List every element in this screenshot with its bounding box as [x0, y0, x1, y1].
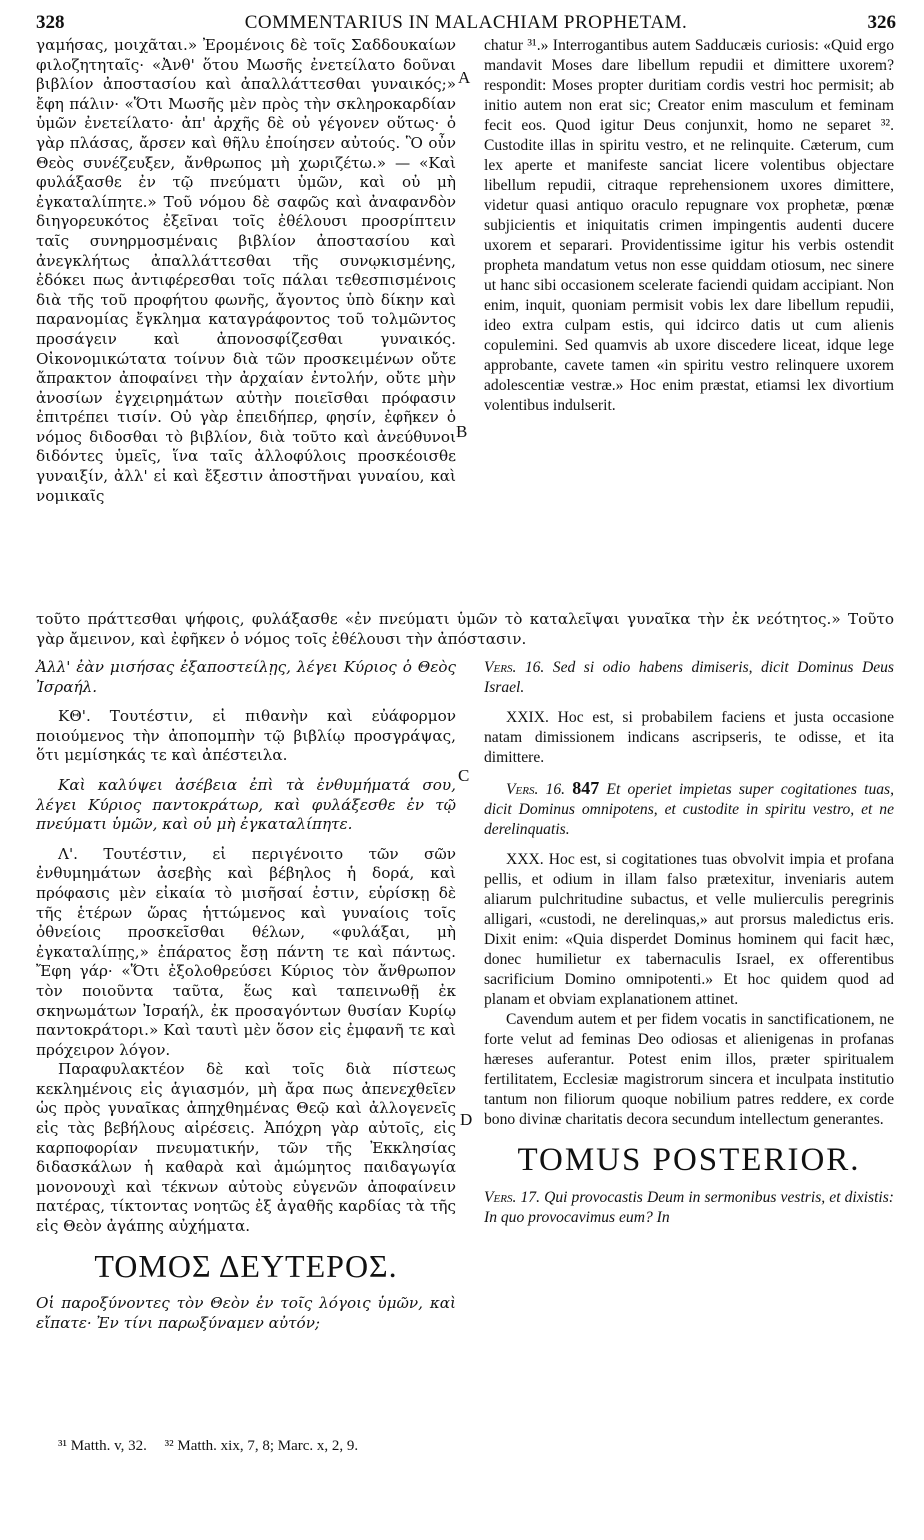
footnote-31: ³¹ Matth. v, 32. [58, 1438, 147, 1454]
greek-span-paragraph: τοῦτο πράττεσθαι ψήφοις, φυλάξασθε «ἐν πνεύματι ὑμῶν τὸ καταλεῖψαι γυναῖκα τὴν ἐκ νεότητος.» Τοῦτο γὰρ ἄμεινον, καὶ ἐφῆκεν ὁ νόμος τοῖς ἐθέλουσι τὴν ἀπόστασιν. [36, 610, 894, 648]
greek-spanning-lines [36, 610, 894, 649]
tomus-title: TOMUS POSTERIOR. [517, 1142, 861, 1178]
latin-verse-17: Vers. 17. Qui provocastis Deum in sermonibus vestris, et dixistis: In quo provocavimus eum? In [484, 1189, 894, 1226]
running-title: COMMENTARIUS IN MALACHIAM PROPHETAM. [244, 12, 688, 33]
latin-lower-paragraph: XXX. Hoc est, si cogitationes tuas obvolvit impia et profana pellis, et odium in illam falso prætexitur, inveniaris autem aliarum pulchritudine subactus, et velle mulierculis peregrinis alligari, «custodi, ne derelinquas,» aut prorsus maledictus eris. Dixit enim: «Quia disperdet Dominus hominem qui facit hæc, donec humilietur ex tabernaculis Israel, ex offerentibus sacrificium Domino omnipotenti.» Et hoc quidem quod ad planam et obviam explanationem attinet. [484, 851, 894, 1008]
greek-column-lower [36, 658, 456, 1333]
margin-letter-b: B [456, 422, 468, 441]
page-number-right: 326 [867, 12, 896, 33]
greek-verse-17: Οἱ παροξύνοντες τὸν Θεὸν ἐν τοῖς λόγοις ὑμῶν, καὶ εἴπατε· Ἐν τίνι παρωξύναμεν αὐτόν; [36, 1294, 456, 1332]
latin-lower-paragraph: Vers. 16. 847 Et operiet impietas super cogitationes tuas, dicit Dominus omnipotens, et custodite in spiritu vestro, et ne derelinquatis. [484, 778, 895, 838]
greek-lower-paragraph: ΚΘ'. Τουτέστιν, εἰ πιθανὴν καὶ εὐάφορμον ποιούμενος τὴν ἀποπομπὴν τῷ βιβλίῳ προσγράψας, ὅτι μεμίσηκάς τε καὶ ἀπέστειλα. [36, 707, 456, 765]
latin-paragraph-upper: chatur ³¹.» Interrogantibus autem Sadducæis curiosis: «Quid ergo mandavit Moses dare libellum repudii et dimittere uxorem? respondit: Moses propter duritiam cordis vestri hoc permisit; ab initio autem non erat sic; Creator enim masculum et feminam fecit eos. Quod igitur Deus conjunxit, homo ne separet ³². Custodite illas in spiritu vestro, et ne relinquite. Cæterum, cum lex aperte et manifeste sanciat licere volentibus objectare libellum repudii, citraque reprehensionem uxores dimittere, videtur quasi antiquo oraculo repugnare vox prophetæ, pœnæ subjicientis et iniquitatis crimen impingentis audenti ducere uxorem et separari. Providentissime igitur his verbis ostendit propheta mandatum vetus non esse quiddam otiosum, nec sinere ut hanc sibi occasionem scelerate faciendi quidam accipiant. Non enim, inquit, quoniam permisit vobis lex dare libellum repudii, ideo extra culpam estis, qui idcirco datis ut cum alienis copulemini. Sed quamvis ab uxore discedere liceat, idque lege approbante, cavete tamen «in spiritu vestro relinquere uxorem adolescentiæ vestræ.» Hoc enim præstat, etiamsi lex divortium volentibus indulserit. [484, 37, 894, 414]
greek-paragraph-upper: γαμήσας, μοιχᾶται.» Ἐρομένοις δὲ τοῖς Σαδδουκαίων φιλοζητηταῖς· «Ἀνθ' ὅτου Μωσῆς ἐνετείλατο δοῦναι βιβλίον ἀποστασίου καὶ ἀπαλλάττεσθαι γυναικός;» ἔφη πάλιν· «Ὅτι Μωσῆς μὲν πρὸς τὴν σκληροκαρδίαν ὑμῶν ἐνετείλατο· ἀπ' ἀρχῆς δὲ οὐ γέγονεν οὕτως· ὁ γὰρ πλάσας, ἄρσεν καὶ θῆλυ ἐποίησεν αὐτούς. Ὃ οὖν Θεὸς συνέζευξεν, ἄνθρωπος μὴ χωριζέτω.» — «Καὶ φυλάξασθε ἐν τῷ πνεύματι ὑμῶν, καὶ οὐ μὴ ἐγκαταλίπητε.» Τοῦ νόμου δὲ σαφῶς καὶ ἀναφανδὸν διηγορευκότος ἐξεῖναι τοῖς ἐθέλουσι προσρίπτειν ταῖς συνηρμοσμέναις βιβλίον ἀποστασίου καὶ ἀνεγκλήτως ἀπαλλάττεσθαι τῆς συνῳκισμένης, ἐδόκει πως ἀντιφέρεσθαι τοῖς πάλαι τεθεσπισμένοις διὰ τῆς τοῦ προφήτου φωνῆς, ἄγοντος ὑπὸ δίκην καὶ παρανομίας ἔγκλημα καταγράφοντος τοῦ τολμῶντος προσάγειν καὶ ἀπονοσφίζεσθαι γυναικός. Οἰκονομικώτατα τοίνυν διὰ τῶν προσκειμένων οὔτε ἄπρακτον ἀποφαίνει τὴν ἀρχαίαν ἐντολήν, οὔτε μὴν ἀνοσίων ἐγχειρημάτων αὐτὴν ποιεῖσθαι πρόφασιν ἐπιτρέπει τισίν. Οὐ γὰρ ἐπειδήπερ, φησίν, ἐφῆκεν ὁ νόμος διδοσθαι τὸ βιβλίον, διὰ τοῦτο καὶ ἀνεύθυνοι διδόντες ὑμεῖς, ἵνα ταῖς ἀλλοφύλοις προσκέοισθε γυναιξίν, ἀλλ' εἰ καὶ ἔξεστιν ἀποστῆναι γυναίου, καὶ νομικαῖς [36, 36, 456, 505]
margin-letter-c: C [458, 766, 470, 785]
greek-lower-paragraph: Παραφυλακτέον δὲ καὶ τοῖς διὰ πίστεως κεκλημένοις εἰς ἁγιασμόν, μὴ ἄρα πως ἀπενεχθεῖεν ὡς πρὸς γυναῖκας ἀπηχθημένας Θεῷ καὶ ἀλλογενεῖς εἰς τὰς βεβήλους αἱρέσεις. Ἀπόχρη γὰρ αὐτοῖς, εἰς καρποφορίαν πνευματικήν, τῶν τῆς Ἐκκλησίας διδασκάλων ἡ καθαρὰ καὶ ἀμώμητος παιδαγωγία μονονουχὶ καὶ τέκνων αὐτοὺς εὐγενῶν ἀποφαίνειν πατέρας, τίκτοντας νοητῶς ἐξ ἀγαθῆς καρδίας τὰ τῆς εἰς Θεὸν ἀγάπης αὐχήματα. [36, 1060, 456, 1236]
greek-lower-paragraph: Ἀλλ' ἐὰν μισήσας ἐξαποστείλῃς, λέγει Κύριος ὁ Θεὸς Ἰσραήλ. [36, 658, 456, 696]
latin-lower-paragraph: Vers. 16. Sed si odio habens dimiseris, dicit Dominus Deus Israel. [484, 659, 894, 696]
greek-lower-paragraph: Καὶ καλύψει ἀσέβεια ἐπὶ τὰ ἐνθυμήματά σου, λέγει Κύριος παντοκράτωρ, καὶ φυλάξεσθε ἐν τῷ πνεύματι ὑμῶν, καὶ οὐ μὴ ἐγκαταλίπητε. [36, 775, 456, 834]
greek-column-upper [36, 36, 456, 506]
latin-column-upper [484, 36, 894, 416]
page-number-left: 328 [36, 12, 65, 33]
running-header [36, 8, 896, 38]
latin-lower-paragraph: Cavendum autem et per fidem vocatis in sanctificationem, ne forte velut ad feminas Deo odiosas et alienigenas in profanas hæreses auferantur. Potest enim illos, præter spiritualem fertilitatem, Ecclesiæ magistrorum sincera et inculpata institutio tantum non filiorum quoque nobilium patres reddere, ex corde bono divinæ charitatis decora secundum intellectum generantes. [484, 1011, 894, 1128]
greek-lower-paragraph: Λ'. Τουτέστιν, εἰ περιγένοιτο τῶν σῶν ἐνθυμημάτων ἀσεβὴς καὶ βέβηλος ἡ δορά, καὶ πρόφασις μὲν εἰκαία τὸ μισῆσαί ἐστιν, εὑρίσκῃ δὲ τῆς ἑτέρων ὥρας ἡττώμενος καὶ γυναίοις τοῖς ὀθνείοις προσκεῖσθαι θέλων, «φυλάξαι, μὴ ἐγκαταλίπῃς,» ἐπάρατος ἔσῃ πάντη τε καὶ πάντως. Ἔφη γάρ· «Ὅτι ἐξολοθρεύσει Κύριος τὸν ἄνθρωπον τὸν ποιοῦντα ταῦτα, ἕως καὶ ταπεινωθῇ ἐκ σκηνωμάτων Ἰσραήλ, ἐκ προσαγόντων θυσίαν Κυρίῳ παντοκράτορι.» Καὶ ταυτὶ μὲν ὅσον εἰς ἐμφανῆ τε καὶ πρόχειρον λόγον. [36, 844, 456, 1059]
margin-letter-d: D [460, 1110, 473, 1129]
latin-column-lower [484, 658, 894, 1228]
tomos-title: ΤΟΜΟΣ ΔΕΥΤΕΡΟΣ. [94, 1247, 398, 1284]
margin-letter-a: A [458, 68, 471, 87]
latin-lower-paragraph: XXIX. Hoc est, si probabilem faciens et justa occasione natam dimissionem indicans ascripseris, te odisse, et ita dimittere. [484, 709, 894, 766]
footnotes [58, 1438, 372, 1455]
footnote-32: ³² Matth. xix, 7, 8; Marc. x, 2, 9. [164, 1438, 359, 1454]
